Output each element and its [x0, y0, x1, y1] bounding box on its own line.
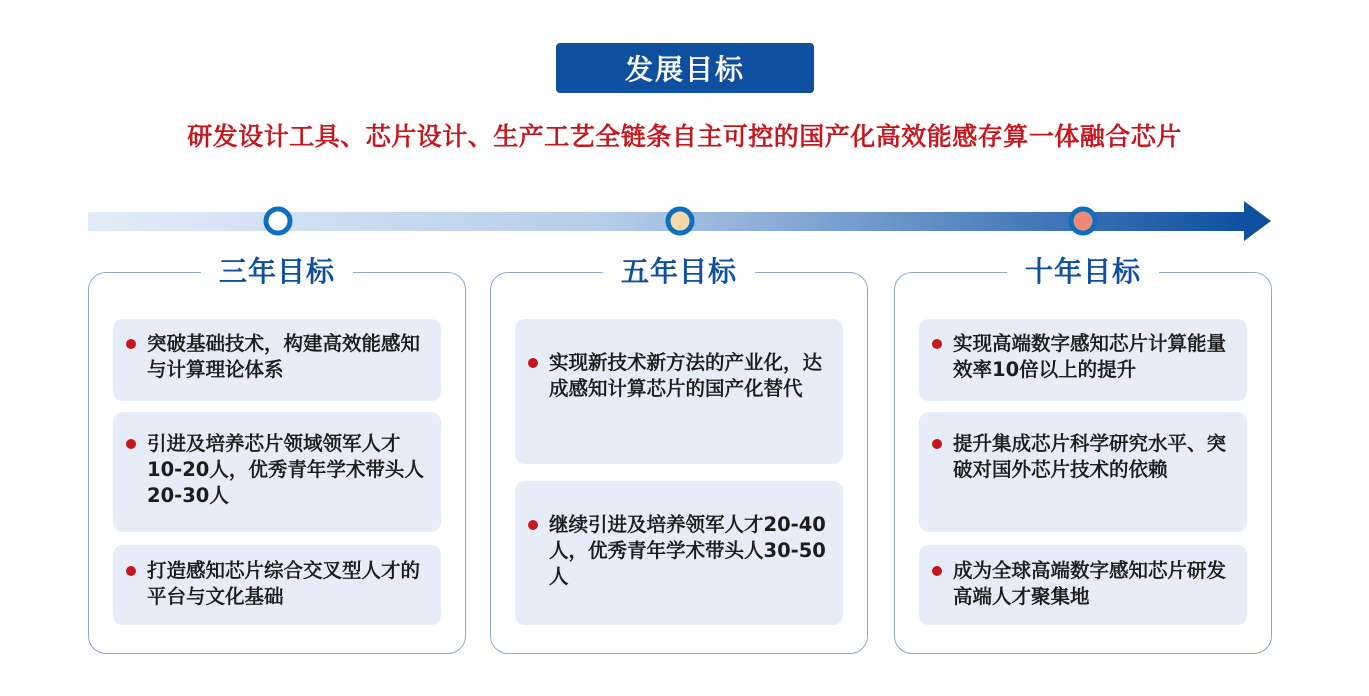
goal-text: 实现新技术新方法的产业化，达成感知计算芯片的国产化替代 [549, 351, 823, 400]
timeline-arrow [0, 0, 1369, 260]
goal-text: 继续引进及培养领军人才20-40人，优秀青年学术带头人30-50人 [549, 513, 826, 588]
column-title: 五年目标 [603, 247, 755, 297]
goal-text: 引进及培养芯片领域领军人才10-20人，优秀青年学术带头人20-30人 [147, 432, 424, 507]
bullet-dot [528, 520, 538, 530]
page-subtitle: 研发设计工具、芯片设计、生产工艺全链条自主可控的国产化高效能感存算一体融合芯片 [187, 122, 1182, 151]
milestone-3yr-icon [266, 209, 290, 233]
bullet-dot [126, 339, 136, 349]
goal-text: 实现高端数字感知芯片计算能量效率10倍以上的提升 [953, 332, 1227, 381]
goal-card [113, 319, 441, 401]
goal-column-10yr [894, 255, 1272, 654]
bullet-dot [932, 339, 942, 349]
goal-card [515, 481, 843, 625]
page-title: 发展目标 [556, 43, 814, 93]
goal-column-3yr [88, 255, 466, 654]
bullet-dot [126, 439, 136, 449]
goal-text: 提升集成芯片科学研究水平、突破对国外芯片技术的依赖 [953, 432, 1227, 481]
goal-text: 突破基础技术，构建高效能感知与计算理论体系 [147, 332, 421, 381]
bullet-dot [126, 566, 136, 576]
bullet-dot [932, 566, 942, 576]
bullet-dot [528, 358, 538, 368]
timeline-arrowhead [1244, 201, 1271, 241]
goal-column-5yr [490, 255, 868, 654]
goal-text: 打造感知芯片综合交叉型人才的平台与文化基础 [147, 559, 421, 608]
goal-text: 成为全球高端数字感知芯片研发高端人才聚集地 [953, 559, 1227, 608]
goal-card [919, 412, 1247, 532]
goal-card [515, 319, 843, 464]
goal-card [919, 319, 1247, 401]
column-title: 三年目标 [201, 247, 353, 297]
bullet-dot [932, 439, 942, 449]
milestone-10yr-icon [1071, 209, 1095, 233]
milestone-5yr-icon [668, 209, 692, 233]
goal-card [919, 545, 1247, 625]
goal-card [113, 545, 441, 625]
goal-card [113, 412, 441, 532]
column-title: 十年目标 [1007, 247, 1159, 297]
